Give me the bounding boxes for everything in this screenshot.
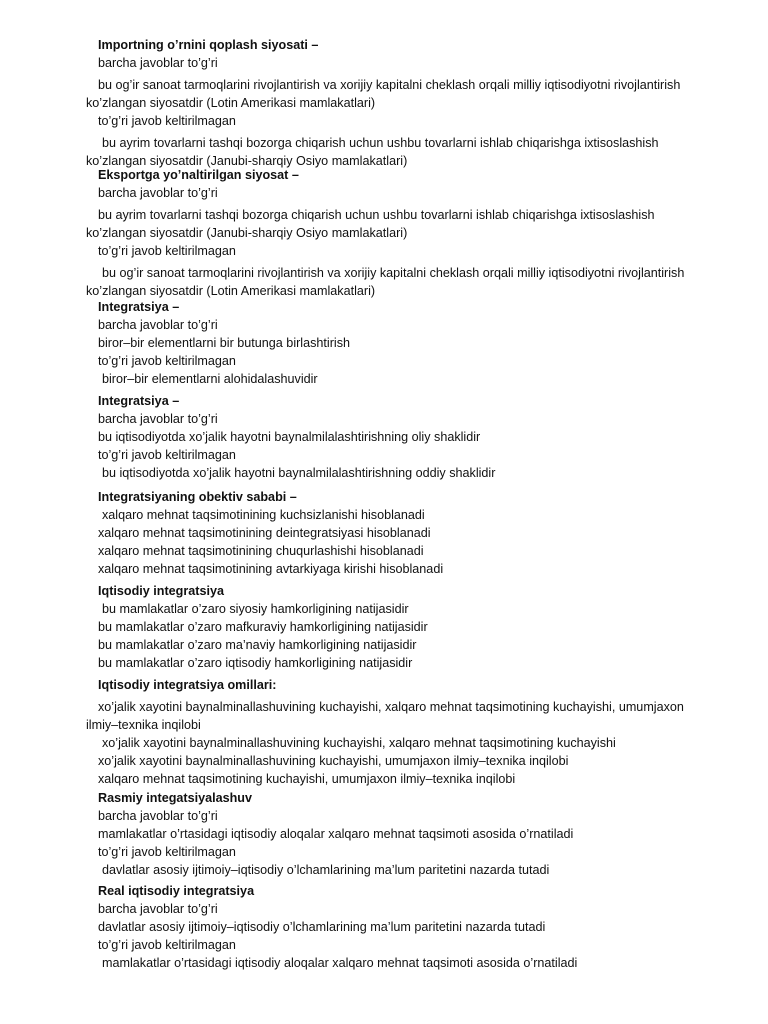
answer-option: barcha javoblar to’g’ri bbox=[98, 56, 218, 70]
answer-option: xalqaro mehnat taqsimotinining kuchsizlanishi hisoblanadi bbox=[102, 508, 425, 522]
question-title: Rasmiy integatsiyalashuv bbox=[98, 791, 252, 805]
question-title: Integratsiyaning obektiv sababi – bbox=[98, 490, 297, 504]
answer-option: xalqaro mehnat taqsimotinining deintegratsiyasi hisoblanadi bbox=[98, 526, 431, 540]
answer-option: bu iqtisodiyotda xo’jalik hayotni baynalmilalashtirishning oddiy shaklidir bbox=[102, 466, 496, 480]
question-block bbox=[86, 36, 686, 170]
answer-option: to’g’ri javob keltirilmagan bbox=[98, 244, 236, 258]
question-title: Real iqtisodiy integratsiya bbox=[98, 884, 255, 898]
question-title: Integratsiya – bbox=[98, 300, 180, 314]
answer-option: bu og’ir sanoat tarmoqlarini rivojlantirish va xorijiy kapitalni cheklash orqali milliy iqtisodiyotni rivojlantirish ko’zlangan siyosatdir (Lotin Amerikasi mamlakatlari) bbox=[86, 78, 681, 110]
question-block bbox=[86, 676, 686, 788]
answer-option: barcha javoblar to’g’ri bbox=[98, 809, 218, 823]
question-block bbox=[86, 166, 686, 300]
question-block bbox=[86, 488, 686, 578]
answer-option: to’g’ri javob keltirilmagan bbox=[98, 938, 236, 952]
answer-option: bu og’ir sanoat tarmoqlarini rivojlantirish va xorijiy kapitalni cheklash orqali milliy iqtisodiyotni rivojlantirish ko’zlangan siyosatdir (Lotin Amerikasi mamlakatlari) bbox=[86, 266, 685, 298]
answer-option: bu mamlakatlar o’zaro ma’naviy hamkorligining natijasidir bbox=[98, 638, 417, 652]
answer-option: bu mamlakatlar o’zaro iqtisodiy hamkorligining natijasidir bbox=[98, 656, 413, 670]
question-block bbox=[86, 789, 686, 879]
answer-option: xo’jalik xayotini baynalminallashuvining kuchayishi, xalqaro mehnat taqsimotining kuchayishi, umumjaxon ilmiy–texnika inqilobi bbox=[86, 700, 684, 732]
question-title: Iqtisodiy integratsiya omillari: bbox=[98, 678, 277, 692]
answer-option: barcha javoblar to’g’ri bbox=[98, 412, 218, 426]
question-title: Integratsiya – bbox=[98, 394, 180, 408]
answer-option: bu mamlakatlar o’zaro mafkuraviy hamkorligining natijasidir bbox=[98, 620, 428, 634]
answer-option: to’g’ri javob keltirilmagan bbox=[98, 448, 236, 462]
answer-option: xalqaro mehnat taqsimotinining avtarkiyaga kirishi hisoblanadi bbox=[98, 562, 444, 576]
answer-option: to’g’ri javob keltirilmagan bbox=[98, 354, 236, 368]
answer-option: bu ayrim tovarlarni tashqi bozorga chiqarish uchun ushbu tovarlarni ishlab chiqarishga ixtisoslashish ko’zlangan siyosatdir (Janubi-sharqiy Osiyo mamlakatlari) bbox=[86, 136, 659, 168]
answer-option: biror–bir elementlarni bir butunga birlashtirish bbox=[98, 336, 350, 350]
question-block bbox=[86, 392, 686, 482]
answer-option: xalqaro mehnat taqsimotining kuchayishi, umumjaxon ilmiy–texnika inqilobi bbox=[98, 772, 516, 786]
answer-option: bu ayrim tovarlarni tashqi bozorga chiqarish uchun ushbu tovarlarni ishlab chiqarishga ixtisoslashish ko’zlangan siyosatdir (Janubi-sharqiy Osiyo mamlakatlari) bbox=[86, 208, 655, 240]
answer-option: biror–bir elementlarni alohidalashuvidir bbox=[102, 372, 318, 386]
answer-option: barcha javoblar to’g’ri bbox=[98, 902, 218, 916]
question-block bbox=[86, 582, 686, 672]
answer-option: xo’jalik xayotini baynalminallashuvining kuchayishi, umumjaxon ilmiy–texnika inqilobi bbox=[98, 754, 569, 768]
question-title: Iqtisodiy integratsiya bbox=[98, 584, 224, 598]
answer-option: barcha javoblar to’g’ri bbox=[98, 186, 218, 200]
answer-option: xalqaro mehnat taqsimotinining chuqurlashishi hisoblanadi bbox=[98, 544, 424, 558]
answer-option: xo’jalik xayotini baynalminallashuvining kuchayishi, xalqaro mehnat taqsimotining kuchayishi bbox=[102, 736, 616, 750]
question-title: Eksportga yo’naltirilgan siyosat – bbox=[98, 168, 299, 182]
answer-option: bu mamlakatlar o’zaro siyosiy hamkorligining natijasidir bbox=[102, 602, 409, 616]
answer-option: davlatlar asosiy ijtimoiy–iqtisodiy o’lchamlarining ma’lum paritetini nazarda tutadi bbox=[102, 863, 550, 877]
answer-option: to’g’ri javob keltirilmagan bbox=[98, 845, 236, 859]
answer-option: mamlakatlar o’rtasidagi iqtisodiy aloqalar xalqaro mehnat taqsimoti asosida o’rnatiladi bbox=[98, 827, 574, 841]
question-title: Importning o’rnini qoplash siyosati – bbox=[98, 38, 319, 52]
answer-option: barcha javoblar to’g’ri bbox=[98, 318, 218, 332]
answer-option: bu iqtisodiyotda xo’jalik hayotni baynalmilalashtirishning oliy shaklidir bbox=[98, 430, 481, 444]
answer-option: to’g’ri javob keltirilmagan bbox=[98, 114, 236, 128]
question-block bbox=[86, 298, 686, 388]
question-block bbox=[86, 882, 686, 972]
answer-option: davlatlar asosiy ijtimoiy–iqtisodiy o’lchamlarining ma’lum paritetini nazarda tutadi bbox=[98, 920, 546, 934]
answer-option: mamlakatlar o’rtasidagi iqtisodiy aloqalar xalqaro mehnat taqsimoti asosida o’rnatiladi bbox=[102, 956, 578, 970]
